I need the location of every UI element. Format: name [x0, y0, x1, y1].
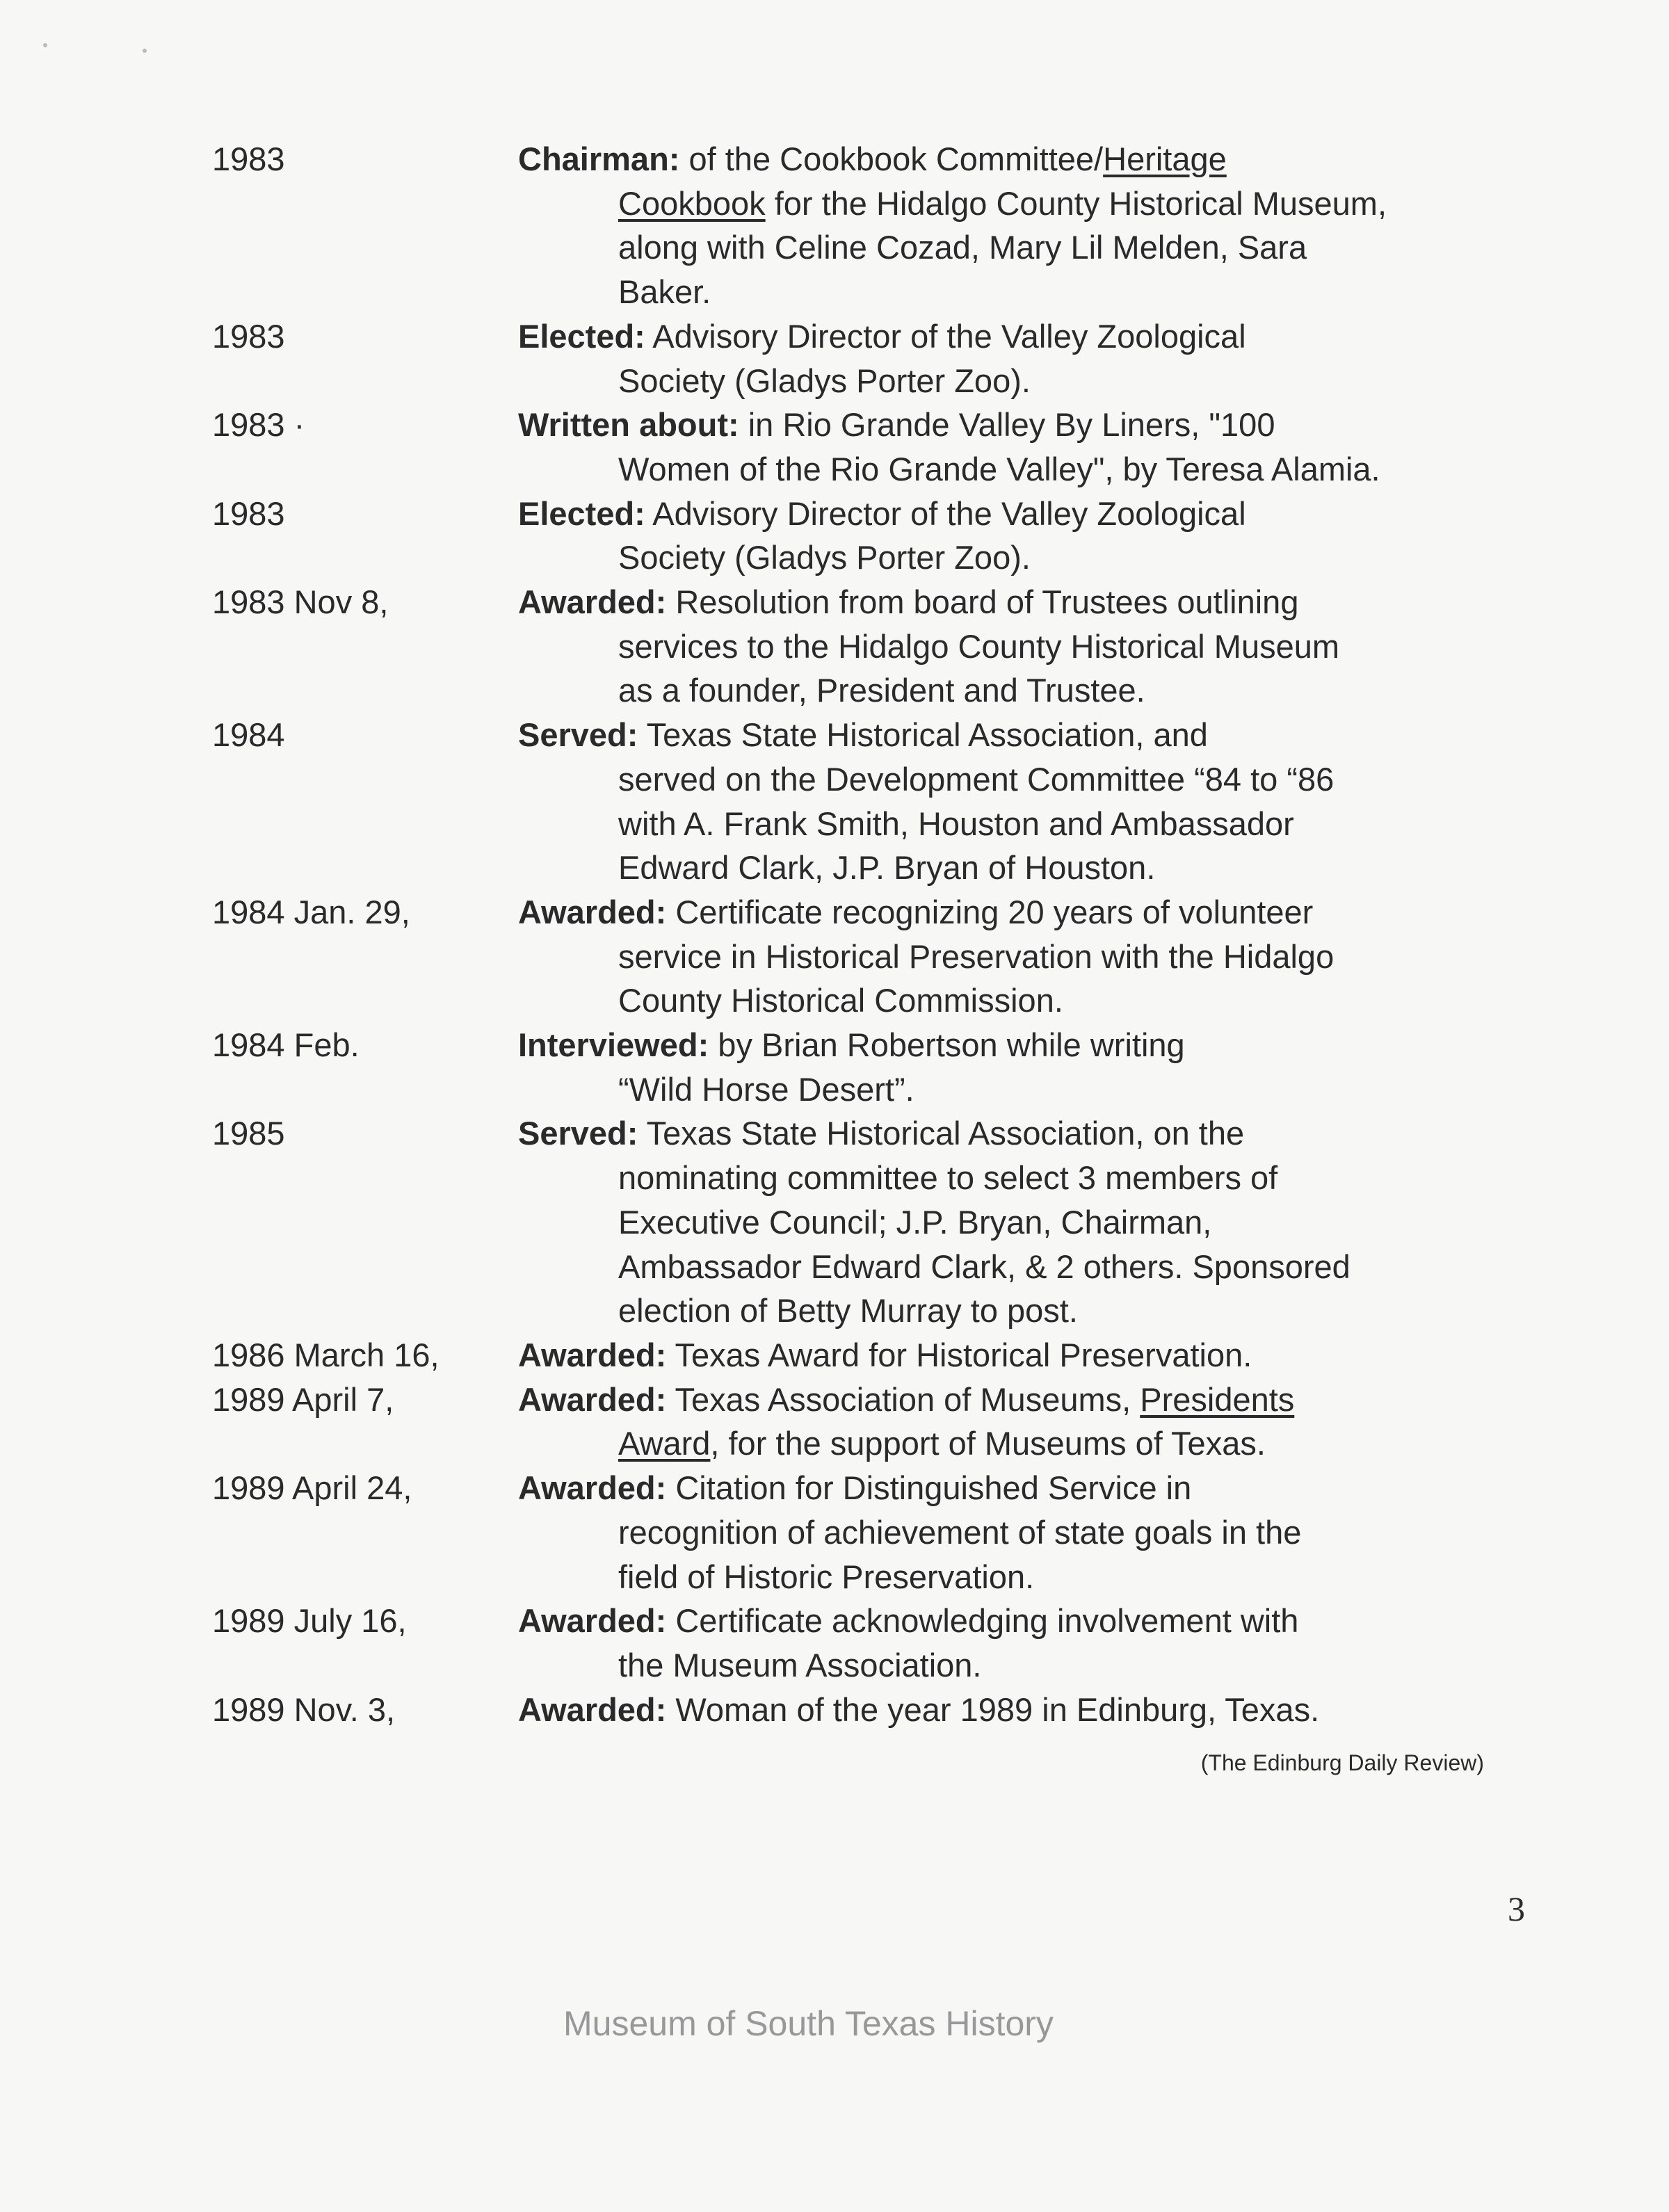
entry-line [518, 447, 1568, 492]
entry-line [518, 1466, 1568, 1510]
entry-text: Executive Council; J.P. Bryan, Chairman, [618, 1203, 1212, 1241]
entry-line [518, 225, 1568, 270]
entry-date: 1983 Nov 8, [212, 583, 389, 621]
entry-line [518, 492, 1568, 536]
underlined-title: Heritage [1103, 140, 1227, 177]
entry-body [518, 1688, 1568, 1732]
entry-label: Written about: [518, 406, 739, 444]
entry-line [518, 668, 1568, 713]
entry-line [518, 314, 1568, 359]
entry-body [518, 890, 1568, 1023]
entry-label: Awarded: [518, 1602, 667, 1640]
timeline-entry [212, 1378, 1568, 1466]
underlined-title: Presidents [1140, 1380, 1295, 1418]
entry-text: Ambassador Edward Clark, & 2 others. Sponsored [618, 1248, 1350, 1285]
entry-text: Texas State Historical Association, and [638, 716, 1208, 754]
entry-label: Awarded: [518, 1336, 667, 1373]
entry-line [518, 403, 1568, 447]
entry-line [518, 580, 1568, 624]
timeline-entry [212, 137, 1568, 314]
entry-line [518, 137, 1568, 181]
entry-text: Advisory Director of the Valley Zoological [645, 317, 1246, 355]
entry-line [518, 978, 1568, 1023]
entry-label: Awarded: [518, 583, 667, 621]
entry-date: 1983 [212, 140, 285, 177]
entry-text: Society (Gladys Porter Zoo). [618, 539, 1031, 576]
entry-body [518, 1599, 1568, 1687]
entry-label: Awarded: [518, 893, 667, 930]
entry-label: Served: [518, 1115, 638, 1152]
entry-body [518, 1111, 1568, 1333]
entry-text: “Wild Horse Desert”. [618, 1070, 914, 1108]
timeline-entry [212, 890, 1568, 1023]
entry-text: Citation for Distinguished Service in [666, 1469, 1192, 1507]
underlined-title: Award [618, 1425, 711, 1462]
entry-label: Awarded: [518, 1469, 667, 1507]
entry-text: Baker. [618, 273, 711, 311]
entry-date: 1986 March 16, [212, 1336, 440, 1373]
entry-text: in Rio Grande Valley By Liners, "100 [739, 406, 1275, 444]
entry-label: Elected: [518, 317, 645, 355]
underlined-title: Cookbook [618, 184, 766, 222]
entry-label: Interviewed: [518, 1026, 709, 1064]
entry-line [518, 1688, 1568, 1732]
entry-date: 1989 Nov. 3, [212, 1690, 396, 1728]
entry-date: 1983 · [212, 406, 305, 444]
entry-line [518, 1555, 1568, 1599]
scan-speck [143, 49, 147, 53]
entry-text: Certificate recognizing 20 years of volunteer [666, 893, 1314, 930]
timeline-entry [212, 1599, 1568, 1687]
timeline-entry [212, 1333, 1568, 1378]
entry-text: Texas State Historical Association, on the [638, 1115, 1245, 1152]
entry-text: field of Historic Preservation. [618, 1558, 1035, 1595]
entry-text: Woman of the year 1989 in Edinburg, Texas. [666, 1690, 1320, 1728]
entry-date: 1984 Jan. 29, [212, 893, 410, 930]
entry-text: recognition of achievement of state goals in the [618, 1513, 1302, 1551]
entry-line [518, 1599, 1568, 1643]
entry-text: Texas Award for Historical Preservation. [666, 1336, 1252, 1373]
timeline-entry [212, 1466, 1568, 1599]
entry-body [518, 492, 1568, 580]
entry-line [518, 1510, 1568, 1555]
scan-speck [43, 43, 47, 47]
entry-text: Resolution from board of Trustees outlining [666, 583, 1299, 621]
entry-line [518, 1111, 1568, 1156]
entry-line [518, 1643, 1568, 1688]
entry-text: Texas Association of Museums, [666, 1380, 1140, 1418]
entry-label: Awarded: [518, 1380, 667, 1418]
entry-body [518, 713, 1568, 890]
entry-text: service in Historical Preservation with the Hidalgo [618, 937, 1335, 975]
entry-date: 1989 April 24, [212, 1469, 412, 1507]
entry-text: along with Celine Cozad, Mary Lil Melden, Sara [618, 229, 1307, 266]
entry-line [518, 935, 1568, 979]
entry-text: Society (Gladys Porter Zoo). [618, 362, 1031, 399]
timeline-entry [212, 1023, 1568, 1111]
entry-line [518, 181, 1568, 226]
entry-text: with A. Frank Smith, Houston and Ambassador [618, 805, 1294, 842]
entry-body [518, 314, 1568, 403]
entry-line [518, 1156, 1568, 1200]
entry-text: election of Betty Murray to post. [618, 1292, 1078, 1330]
entry-text: of the Cookbook Committee/ [679, 140, 1104, 177]
timeline-entry [212, 492, 1568, 580]
entry-text: by Brian Robertson while writing [709, 1026, 1185, 1064]
entry-line [518, 1067, 1568, 1112]
entry-text: services to the Hidalgo County Historical Museum [618, 627, 1340, 665]
entry-text: Advisory Director of the Valley Zoological [645, 494, 1246, 532]
entry-line [518, 713, 1568, 757]
entry-line [518, 757, 1568, 802]
entry-line [518, 890, 1568, 935]
source-note: (The Edinburg Daily Review) [1200, 1750, 1484, 1775]
entry-label: Elected: [518, 494, 645, 532]
entry-line [518, 1023, 1568, 1067]
timeline-entry [212, 1111, 1568, 1333]
entry-line [518, 1333, 1568, 1378]
timeline-entry [212, 1688, 1568, 1732]
entry-date: 1983 [212, 317, 285, 355]
entry-text: County Historical Commission. [618, 982, 1063, 1019]
entry-body [518, 1466, 1568, 1599]
entry-line [518, 270, 1568, 314]
entry-date: 1989 July 16, [212, 1602, 407, 1640]
entry-body [518, 403, 1568, 491]
timeline-entry [212, 403, 1568, 491]
entry-text: nominating committee to select 3 members of [618, 1159, 1278, 1197]
entry-line [518, 846, 1568, 890]
entry-text: Edward Clark, J.P. Bryan of Houston. [618, 849, 1156, 887]
entry-line [518, 359, 1568, 403]
timeline-entry [212, 713, 1568, 890]
entry-body [518, 580, 1568, 713]
entry-text: as a founder, President and Trustee. [618, 672, 1145, 709]
entry-date: 1983 [212, 494, 285, 532]
watermark: Museum of South Texas History [563, 2004, 1054, 2043]
entry-line [518, 1245, 1568, 1289]
entry-date: 1984 [212, 716, 285, 754]
entry-text: Certificate acknowledging involvement with [666, 1602, 1299, 1640]
entry-line [518, 1421, 1568, 1466]
entry-line [518, 1378, 1568, 1422]
entry-line [518, 1289, 1568, 1333]
entry-label: Chairman: [518, 140, 680, 177]
entry-text: , for the support of Museums of Texas. [710, 1425, 1266, 1462]
entry-date: 1985 [212, 1115, 285, 1152]
page-number: 3 [1508, 1889, 1525, 1928]
timeline-entry [212, 580, 1568, 713]
entry-body [518, 1378, 1568, 1466]
entry-label: Awarded: [518, 1690, 667, 1728]
entry-line [518, 802, 1568, 846]
entry-body [518, 137, 1568, 314]
entry-label: Served: [518, 716, 638, 754]
entry-date: 1984 Feb. [212, 1026, 360, 1064]
entry-text: the Museum Association. [618, 1646, 982, 1684]
entry-date: 1989 April 7, [212, 1380, 394, 1418]
entry-text: Women of the Rio Grande Valley", by Teresa Alamia. [618, 450, 1380, 487]
entry-text: for the Hidalgo County Historical Museum, [765, 184, 1387, 222]
entry-body [518, 1333, 1568, 1378]
timeline-entry [212, 314, 1568, 403]
entry-line [518, 1200, 1568, 1245]
timeline-list [212, 137, 1568, 1731]
entry-text: served on the Development Committee “84 to “86 [618, 760, 1335, 798]
entry-line [518, 624, 1568, 669]
entry-line [518, 535, 1568, 580]
entry-body [518, 1023, 1568, 1111]
